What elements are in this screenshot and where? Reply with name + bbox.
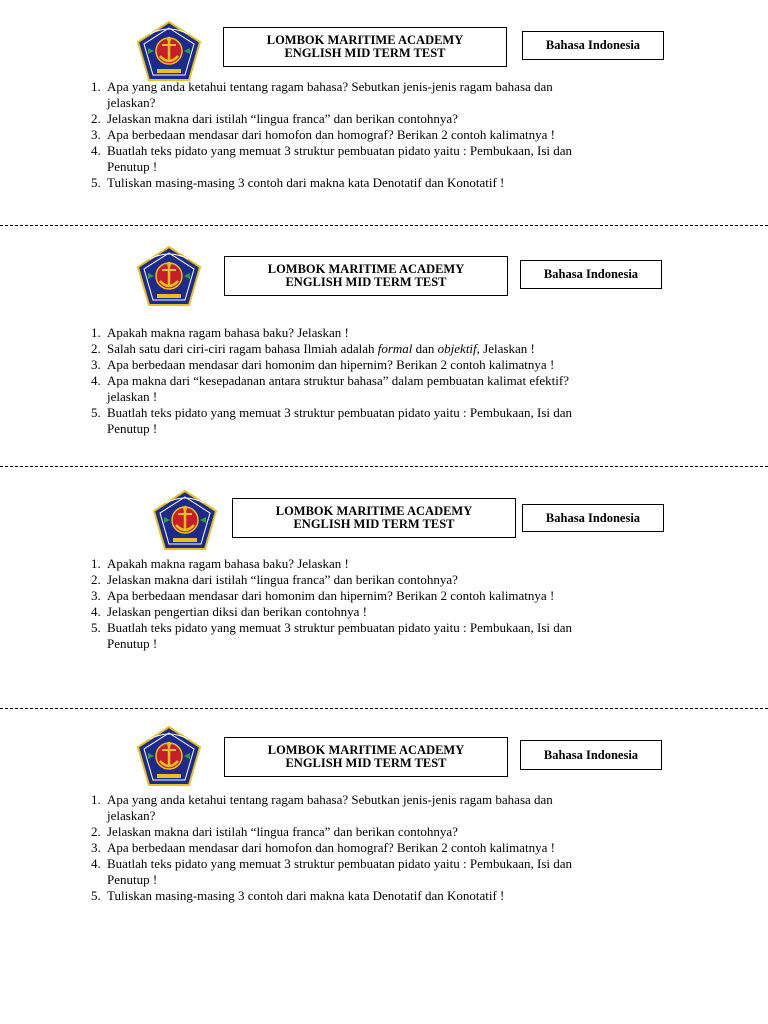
question-text: Apakah makna ragam bahasa baku? Jelaskan !	[107, 556, 349, 571]
question-text: Jelaskan makna dari istilah “lingua franca” dan berikan contohnya?	[107, 824, 458, 839]
question-text: Penutup !	[107, 421, 158, 436]
question-number: 2.	[91, 572, 101, 587]
subject-box	[520, 260, 662, 289]
question-number: 3.	[91, 588, 101, 603]
exam-name: ENGLISH MID TERM TEST	[285, 275, 447, 289]
question-item	[91, 856, 651, 888]
question-item	[91, 175, 651, 191]
subject-label: Bahasa Indonesia	[545, 510, 641, 525]
question-item	[91, 111, 651, 127]
question-text: Buatlah teks pidato yang memuat 3 struktur pembuatan pidato yaitu : Pembukaan, Isi dan	[107, 856, 573, 871]
subject-box	[520, 740, 662, 770]
question-number: 5.	[91, 175, 101, 190]
cut-line	[0, 466, 768, 467]
question-list	[91, 325, 651, 437]
question-text: Jelaskan pengertian diksi dan berikan contohnya !	[107, 604, 367, 619]
question-list	[91, 792, 651, 904]
academy-crest-icon	[152, 489, 218, 551]
question-number: 3.	[91, 357, 101, 372]
subject-box	[522, 504, 664, 532]
question-number: 5.	[91, 620, 101, 635]
question-number: 1.	[91, 792, 101, 807]
question-text-part: , Jelaskan !	[476, 341, 535, 356]
question-item	[91, 357, 651, 373]
question-item	[91, 127, 651, 143]
question-number: 2.	[91, 111, 101, 126]
question-item	[91, 143, 651, 175]
question-text-part: dan	[412, 341, 438, 356]
question-item	[91, 840, 651, 856]
question-item	[91, 824, 651, 840]
question-number: 3.	[91, 840, 101, 855]
cut-line	[0, 708, 768, 709]
question-text: jelaskan !	[107, 389, 158, 404]
question-text: Buatlah teks pidato yang memuat 3 struktur pembuatan pidato yaitu : Pembukaan, Isi dan	[107, 620, 573, 635]
question-text: Apa berbedaan mendasar dari homofon dan homograf? Berikan 2 contoh kalimatnya !	[107, 127, 555, 142]
question-number: 1.	[91, 325, 101, 340]
question-item	[91, 588, 651, 604]
question-number: 4.	[91, 143, 101, 158]
question-number: 3.	[91, 127, 101, 142]
question-item	[91, 888, 651, 904]
question-text: Tuliskan masing-masing 3 contoh dari makna kata Denotatif dan Konotatif !	[107, 888, 505, 903]
italic-term: objektif	[437, 341, 477, 356]
question-text: Apa berbedaan mendasar dari homonim dan hipernim? Berikan 2 contoh kalimatnya !	[107, 588, 555, 603]
institution-name: LOMBOK MARITIME ACADEMY	[267, 743, 465, 757]
question-text: Penutup !	[107, 636, 158, 651]
italic-term: formal	[377, 341, 413, 356]
question-item	[91, 604, 651, 620]
question-text: Apakah makna ragam bahasa baku? Jelaskan !	[107, 325, 349, 340]
question-text: Apa yang anda ketahui tentang ragam bahasa? Sebutkan jenis-jenis ragam bahasa dan	[107, 792, 553, 807]
exam-name: ENGLISH MID TERM TEST	[285, 756, 447, 770]
question-text: Apa yang anda ketahui tentang ragam bahasa? Sebutkan jenis-jenis ragam bahasa dan	[107, 79, 553, 94]
question-item	[91, 325, 651, 341]
subject-label: Bahasa Indonesia	[543, 267, 639, 281]
question-number: 5.	[91, 405, 101, 420]
question-text: Penutup !	[107, 872, 158, 887]
institution-name: LOMBOK MARITIME ACADEMY	[266, 33, 464, 47]
question-item	[91, 341, 651, 357]
question-text: jelaskan?	[107, 808, 156, 823]
question-item	[91, 373, 651, 405]
exam-name: ENGLISH MID TERM TEST	[284, 46, 446, 60]
question-text-part: Salah satu dari ciri-ciri ragam bahasa Ilmiah adalah	[107, 341, 378, 356]
exam-title-box	[224, 737, 508, 777]
question-text: Tuliskan masing-masing 3 contoh dari makna kata Denotatif dan Konotatif !	[107, 175, 505, 190]
question-item	[91, 405, 651, 437]
question-text: Buatlah teks pidato yang memuat 3 struktur pembuatan pidato yaitu : Pembukaan, Isi dan	[107, 405, 573, 420]
question-list	[91, 556, 651, 652]
cut-line	[0, 225, 768, 226]
subject-box	[522, 31, 664, 60]
question-list	[91, 79, 651, 191]
institution-name: LOMBOK MARITIME ACADEMY	[267, 262, 465, 276]
question-number: 4.	[91, 373, 101, 388]
question-item	[91, 556, 651, 572]
subject-label: Bahasa Indonesia	[543, 747, 639, 762]
question-item	[91, 572, 651, 588]
exam-title-box	[232, 498, 516, 538]
question-text: Apa berbedaan mendasar dari homonim dan hipernim? Berikan 2 contoh kalimatnya !	[107, 357, 555, 372]
question-number: 1.	[91, 79, 101, 94]
question-text: Penutup !	[107, 159, 158, 174]
subject-label: Bahasa Indonesia	[545, 38, 641, 52]
question-text: Jelaskan makna dari istilah “lingua franca” dan berikan contohnya?	[107, 572, 458, 587]
exam-title-box	[223, 27, 507, 67]
question-number: 2.	[91, 341, 101, 356]
exam-name: ENGLISH MID TERM TEST	[293, 517, 455, 531]
question-item	[91, 792, 651, 824]
question-number: 1.	[91, 556, 101, 571]
question-number: 4.	[91, 604, 101, 619]
question-item	[91, 620, 651, 652]
question-text	[107, 341, 651, 357]
academy-crest-icon	[136, 20, 202, 82]
academy-crest-icon	[136, 245, 202, 307]
question-number: 4.	[91, 856, 101, 871]
question-text: Apa berbedaan mendasar dari homofon dan homograf? Berikan 2 contoh kalimatnya !	[107, 840, 555, 855]
institution-name: LOMBOK MARITIME ACADEMY	[275, 504, 473, 518]
question-number: 5.	[91, 888, 101, 903]
exam-title-box	[224, 256, 508, 296]
question-text: Buatlah teks pidato yang memuat 3 struktur pembuatan pidato yaitu : Pembukaan, Isi dan	[107, 143, 573, 158]
question-item	[91, 79, 651, 111]
academy-crest-icon	[136, 725, 202, 787]
question-text: jelaskan?	[107, 95, 156, 110]
question-text: Jelaskan makna dari istilah “lingua franca” dan berikan contohnya?	[107, 111, 458, 126]
question-text: Apa makna dari “kesepadanan antara struktur bahasa” dalam pembuatan kalimat efektif?	[107, 373, 570, 388]
question-number: 2.	[91, 824, 101, 839]
